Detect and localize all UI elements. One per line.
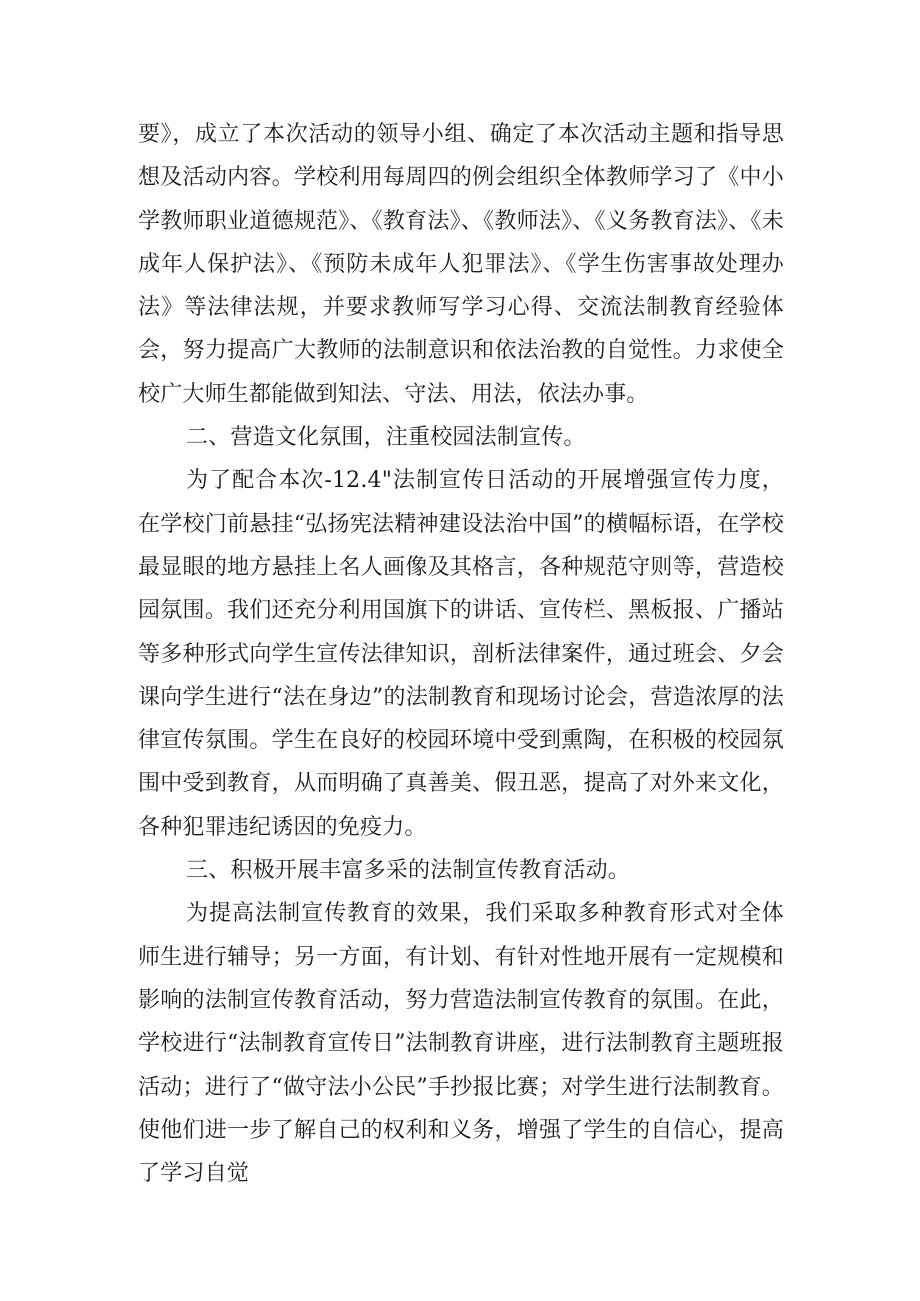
paragraph-continuation: 要》，成立了本次活动的领导小组、确定了本次活动主题和指导思想及活动内容。学校利用每周四的例会组织全体教师学习了《中小学教师职业道德规范》、《教育法》、《教师法》、《义务教育法》、《未成年人保护法》、《预防未成年人犯罪法》、《学生伤害事故处理办法》等法律法规，并要求教师写学习心得、交流法制教育经验体会，努力提高广大教师的法制意识和依法治教的自觉性。力求使全校广大师生都能做到知法、守法、用法，依法办事。: [138, 122, 784, 407]
section-heading-3: 三、积极开展丰富多采的法制宣传教育活动。: [186, 858, 631, 884]
paragraph-education-activities: 为提高法制宣传教育的效果，我们采取多种教育形式对全体师生进行辅导；另一方面，有计划、有针对性地开展有一定规模和影响的法制宣传教育活动，努力营造法制宣传教育的氛围。在此，学校进行“法制教育宣传日”法制教育讲座，进行法制教育主题班报活动；进行了“做守法小公民”手抄报比赛；对学生进行法制教育。使他们进一步了解自己的权利和义务，增强了学生的自信心，提高了学习自觉: [138, 901, 784, 1187]
paragraph-campus-publicity: 为了配合本次-12.4"法制宣传日活动的开展增强宣传力度，在学校门前悬挂“弘扬宪法精神建设法治中国”的横幅标语，在学校最显眼的地方悬挂上名人画像及其格言，各种规范守则等，营造校园氛围。我们还充分利用国旗下的讲话、宣传栏、黑板报、广播站等多种形式向学生宣传法律知识，剖析法律案件，通过班会、夕会课向学生进行“法在身边”的法制教育和现场讨论会，营造浓厚的法律宣传氛围。学生在良好的校园环境中受到熏陶，在积极的校园氛围中受到教育，从而明确了真善美、假丑恶，提高了对外来文化，各种犯罪违纪诱因的免疫力。: [138, 468, 784, 840]
section-heading-2: 二、营造文化氛围，注重校园法制宣传。: [186, 425, 586, 451]
document-body: [138, 113, 784, 1195]
